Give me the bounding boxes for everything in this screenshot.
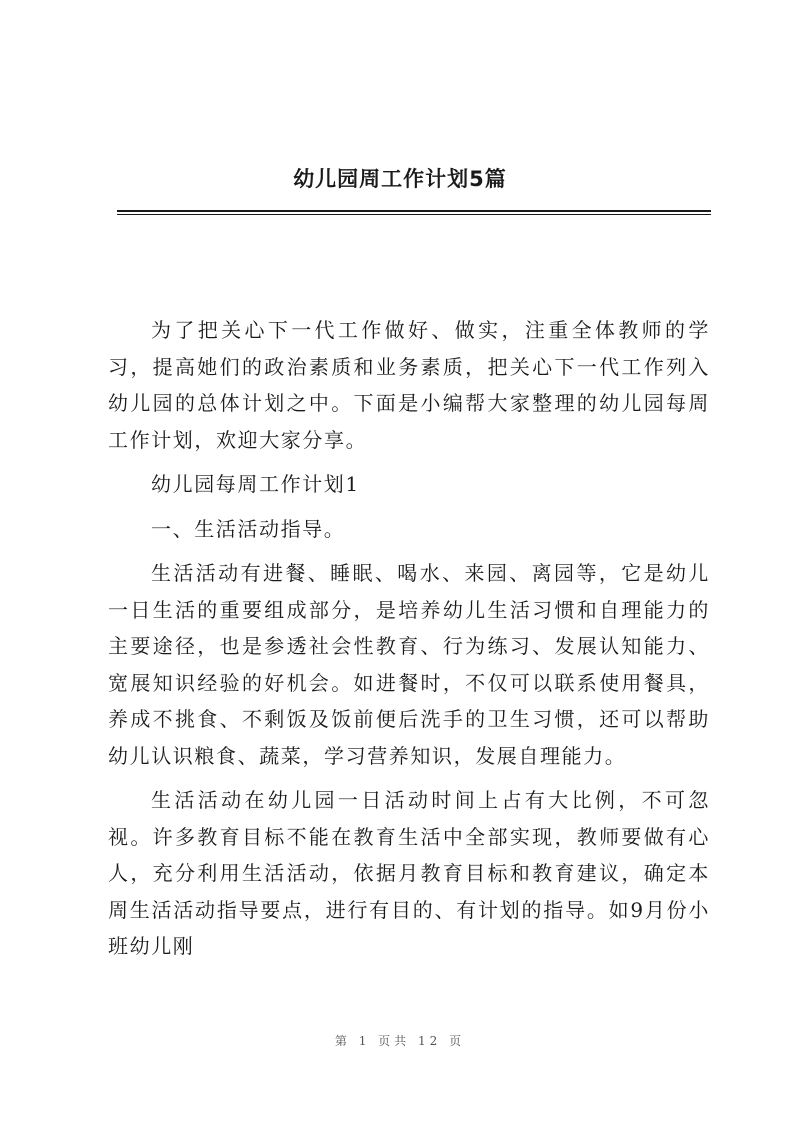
- body-paragraph: 生活活动有进餐、睡眠、喝水、来园、离园等，它是幼儿一日生活的重要组成部分，是培养幼儿生活习惯和自理能力的主要途径，也是参透社会性教育、行为练习、发展认知能力、宽展知识经验的好机会。如进餐时，不仅可以联系使用餐具，养成不挑食、不剩饭及饭前便后洗手的卫生习惯，还可以帮助幼儿认识粮食、蔬菜，学习营养知识，发展自理能力。: [108, 561, 710, 768]
- section-heading: 幼儿园每周工作计划1: [151, 472, 360, 496]
- document-body: [108, 312, 710, 965]
- intro-paragraph: 为了把关心下一代工作做好、做实，注重全体教师的学习，提高她们的政治素质和业务素质，把关心下一代工作列入幼儿园的总体计划之中。下面是小编帮大家整理的幼儿园每周工作计划，欢迎大家分享。: [108, 318, 710, 452]
- subsection-heading: 一、生活活动指导。: [151, 516, 346, 541]
- body-paragraph: 生活活动在幼儿园一日活动时间上占有大比例，不可忽视。许多教育目标不能在教育生活中全部实现，教师要做有心人，充分利用生活活动，依据月教育目标和教育建议，确定本周生活活动指导要点，进行有目的、有计划的指导。如9月份小班幼儿刚: [108, 788, 710, 958]
- page-title: 幼儿园周工作计划5篇: [293, 167, 507, 191]
- page-footer: 第 1 页共 12 页: [334, 1034, 466, 1048]
- title-divider: [117, 210, 711, 212]
- title-divider-thin: [117, 214, 711, 215]
